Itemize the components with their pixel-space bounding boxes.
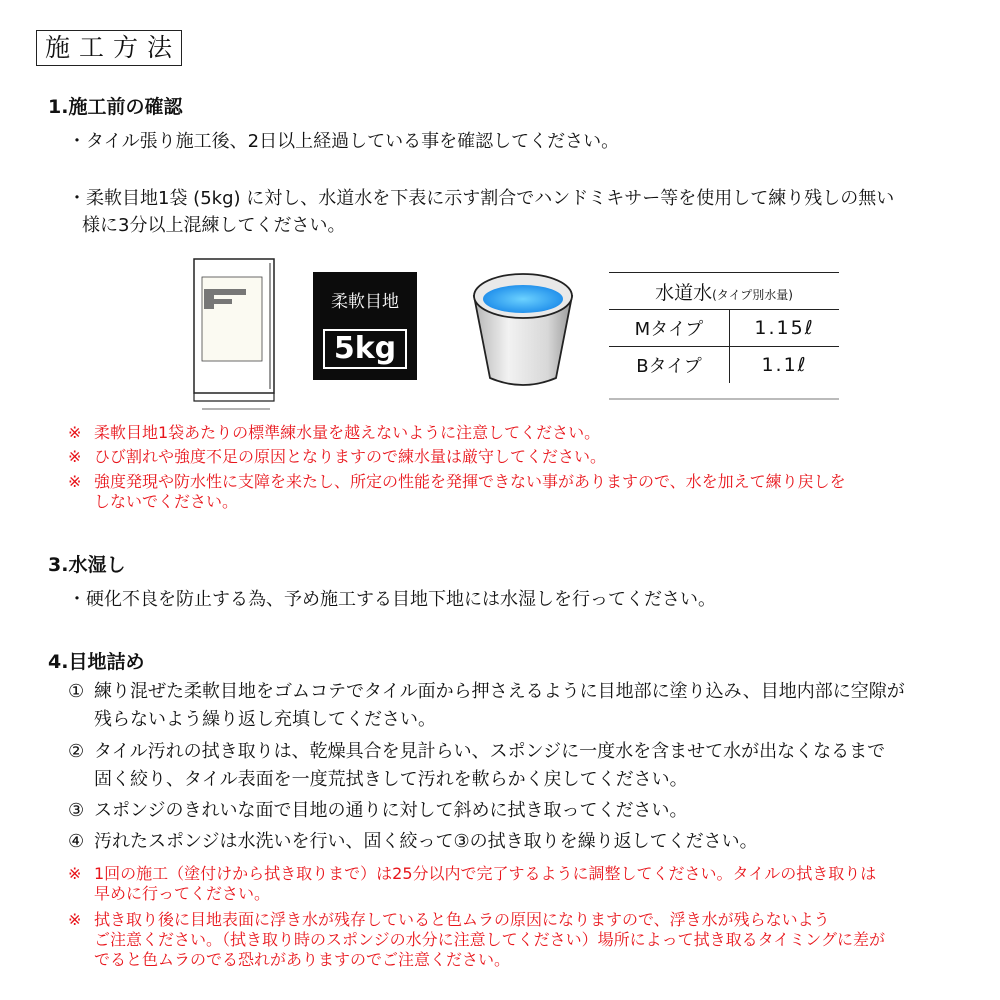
item-number: ② [68, 741, 85, 762]
water-table-type-m: Mタイプ [609, 310, 730, 347]
item-text: スポンジのきれいな面で目地の通りに対して斜めに拭き取ってください。 [94, 800, 688, 821]
item-text-continued: 固く絞り、タイル表面を一度荒拭きして汚れを軟らかく戻してください。 [94, 769, 688, 790]
note-text-continued: でると色ムラのでる恐れがありますのでご注意ください。 [94, 950, 511, 969]
note-text: 柔軟目地1袋あたりの標準練水量を越えないように注意してください。 [94, 423, 601, 442]
warning-note [68, 472, 968, 512]
section1-heading: 1.施工前の確認 [48, 96, 183, 118]
water-table-header-main: 水道水 [655, 281, 713, 304]
item-number: ① [68, 681, 85, 702]
item-number: ③ [68, 800, 85, 821]
section1-bullet2-line1: ・柔軟目地1袋 (5kg) に対し、水道水を下表に示す割合でハンドミキサー等を使用して練り残しの無い [68, 188, 895, 209]
water-table-amount-b: 1.1ℓ [730, 347, 840, 384]
list-item [68, 678, 968, 734]
section3-bullet1: ・硬化不良を防止する為、予め施工する目地下地には水湿しを行ってください。 [68, 589, 716, 610]
water-table-bottom-rule [609, 398, 839, 400]
item-text: 汚れたスポンジは水洗いを行い、固く絞って③の拭き取りを繰り返してください。 [94, 831, 758, 852]
note-mark: ※ [68, 472, 82, 491]
water-amount-table [609, 272, 839, 383]
section4-heading: 4.目地詰め [48, 651, 145, 673]
product-label [313, 272, 417, 380]
list-item [68, 738, 968, 794]
note-text-continued: しないでください。 [94, 492, 239, 511]
note-text-continued: ご注意ください。（拭き取り時のスポンジの水分に注意してください）場所によって拭き取るタイミングに差が [94, 930, 885, 949]
warning-note [68, 864, 968, 904]
note-text: 拭き取り後に目地表面に浮き水が残存していると色ムラの原因になりますので、浮き水が残らないよう [94, 910, 830, 929]
item-number: ④ [68, 831, 85, 852]
water-table-type-b: Bタイプ [609, 347, 730, 384]
water-table-amount-m: 1.15ℓ [730, 310, 840, 347]
section3-heading: 3.水湿し [48, 554, 126, 576]
note-mark: ※ [68, 447, 82, 466]
section1-bullet1: ・タイル張り施工後、2日以上経過している事を確認してください。 [68, 131, 620, 152]
list-item [68, 828, 968, 856]
list-item [68, 797, 968, 825]
warning-note [68, 423, 968, 443]
note-text: ひび割れや強度不足の原因となりますので練水量は厳守してください。 [94, 447, 607, 466]
warning-note [68, 910, 968, 970]
note-mark: ※ [68, 910, 82, 929]
water-table-header-sub: (タイプ別水量) [712, 287, 793, 302]
page-title: 施工方法 [36, 30, 182, 66]
note-text-continued: 早めに行ってください。 [94, 884, 271, 903]
note-mark: ※ [68, 423, 82, 442]
item-text: 練り混ぜた柔軟目地をゴムコテでタイル面から押さえるように目地部に塗り込み、目地内部に空隙が [94, 681, 905, 702]
note-text: 強度発現や防水性に支障を来たし、所定の性能を発揮できない事がありますので、水を加えて練り戻しを [94, 472, 846, 491]
product-label-weight: 5kg [323, 329, 407, 369]
section1-bullet2-line2: 様に3分以上混練してください。 [82, 215, 346, 236]
water-bucket-icon [470, 268, 576, 392]
water-table-header [609, 273, 839, 310]
item-text: タイル汚れの拭き取りは、乾燥具合を見計らい、スポンジに一度水を含ませて水が出なくなるまで [94, 741, 886, 762]
warning-note [68, 447, 968, 467]
item-text-continued: 残らないよう繰り返し充填してください。 [94, 709, 436, 730]
note-mark: ※ [68, 864, 82, 883]
grout-bag-icon [190, 255, 278, 415]
note-text: 1回の施工（塗付けから拭き取りまで）は25分以内で完了するように調整してください。タイルの拭き取りは [94, 864, 877, 883]
product-label-name: 柔軟目地 [331, 292, 399, 312]
